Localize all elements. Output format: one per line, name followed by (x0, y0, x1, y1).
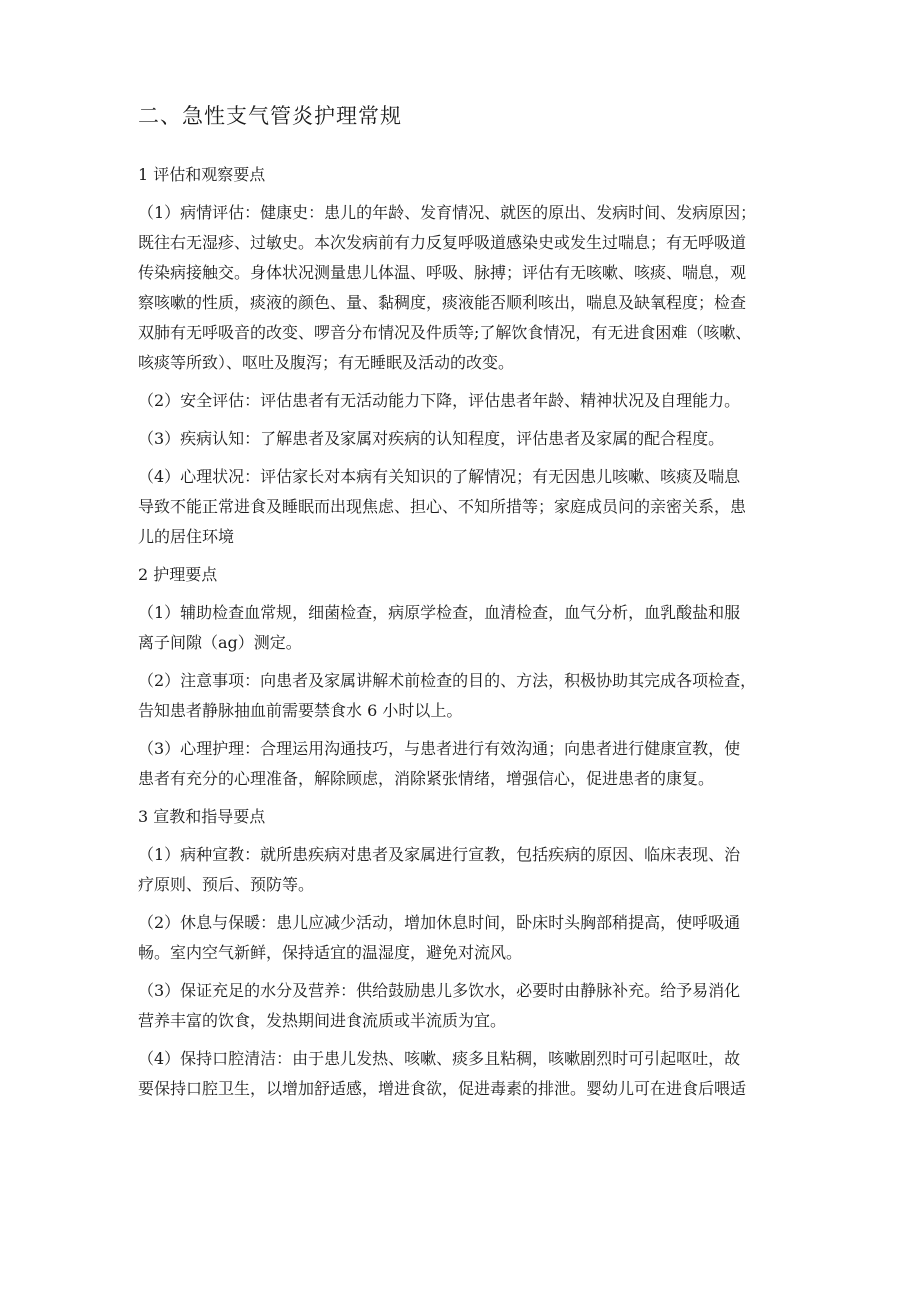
text-line: （3）疾病认知：了解患者及家属对疾病的认知程度，评估患者及家属的配合程度。 (138, 429, 725, 448)
paragraph (138, 386, 788, 416)
paragraph (138, 666, 788, 726)
paragraph (138, 908, 788, 968)
text-line: 导致不能正常进食及睡眠而出现焦虑、担心、不知所措等；家庭成员问的亲密关系，患 (138, 497, 747, 516)
text-line: （2）安全评估：评估患者有无活动能力下降，评估患者年龄、精神状况及自理能力。 (138, 391, 741, 410)
text-line: （4）心理状况：评估家长对本病有关知识的了解情况；有无因患儿咳嗽、咳痰及喘息 (138, 467, 741, 486)
text-line: 双肺有无呼吸音的改变、啰音分布情况及件质等;了解饮食情况，有无进食困难（咳嗽、 (138, 323, 752, 342)
paragraph (138, 462, 788, 552)
paragraph (138, 1044, 788, 1104)
text-line: 要保持口腔卫生，以增加舒适感，增进食欲，促进毒素的排泄。婴幼儿可在进食后喂适 (138, 1079, 747, 1098)
text-line: 儿的居住环境 (138, 527, 235, 546)
text-line: 畅。室内空气新鲜，保持适宜的温湿度，避免对流风。 (138, 943, 523, 962)
text-line: 2 护理要点 (138, 565, 218, 584)
text-line: 1 评估和观察要点 (138, 165, 266, 184)
section-heading (138, 802, 788, 832)
text-line: 既往右无湿疹、过敏史。本次发病前有力反复呼吸道感染史或发生过喘息；有无呼吸道 (138, 233, 747, 252)
text-line: （3）心理护理：合理运用沟通技巧，与患者进行有效沟通；向患者进行健康宣教，使 (138, 739, 741, 758)
paragraph (138, 424, 788, 454)
text-line: 察咳嗽的性质，痰液的颜色、量、黏稠度，痰液能否顺利咳出，喘息及缺氧程度；检查 (138, 293, 747, 312)
text-line: 传染病接触交。身体状况测量患儿体温、呼吸、脉搏；评估有无咳嗽、咳痰、喘息，观 (138, 263, 747, 282)
text-line: 离子间隙（ag）测定。 (138, 633, 302, 652)
text-line: 告知患者静脉抽血前需要禁食水 6 小时以上。 (138, 701, 463, 720)
text-line: （2）注意事项：向患者及家属讲解术前检查的目的、方法，积极协助其完成各项检查， (138, 671, 757, 690)
document-body (138, 160, 788, 1112)
paragraph (138, 198, 788, 378)
document-title: 二、急性支气管炎护理常规 (138, 104, 402, 128)
text-line: （4）保持口腔清洁：由于患儿发热、咳嗽、痰多且粘稠，咳嗽剧烈时可引起呕吐，故 (138, 1049, 741, 1068)
text-line: 患者有充分的心理准备，解除顾虑，消除紧张情绪，增强信心，促进患者的康复。 (138, 769, 715, 788)
section-heading (138, 160, 788, 190)
paragraph (138, 598, 788, 658)
section-heading (138, 560, 788, 590)
text-line: 咳痰等所致）、呕吐及腹泻；有无睡眠及活动的改变。 (138, 353, 515, 372)
paragraph (138, 734, 788, 794)
text-line: （2）休息与保暖：患儿应减少活动，增加休息时间，卧床时头胸部稍提高，使呼吸通 (138, 913, 741, 932)
text-line: （3）保证充足的水分及营养：供给鼓励患儿多饮水，必要时由静脉补充。给予易消化 (138, 981, 741, 1000)
text-line: （1）病种宣教：就所患疾病对患者及家属进行宣教，包括疾病的原因、临床表现、治 (138, 845, 741, 864)
text-line: （1）病情评估：健康史：患儿的年龄、发育情况、就医的原出、发病时间、发病原因； (138, 203, 757, 222)
text-line: （1）辅助检查血常规，细菌检查，病原学检查，血清检查，血气分析，血乳酸盐和服 (138, 603, 741, 622)
paragraph (138, 840, 788, 900)
text-line: 疗原则、预后、预防等。 (138, 875, 315, 894)
text-line: 营养丰富的饮食，发热期间进食流质或半流质为宜。 (138, 1011, 507, 1030)
paragraph (138, 976, 788, 1036)
text-line: 3 宣教和指导要点 (138, 807, 266, 826)
